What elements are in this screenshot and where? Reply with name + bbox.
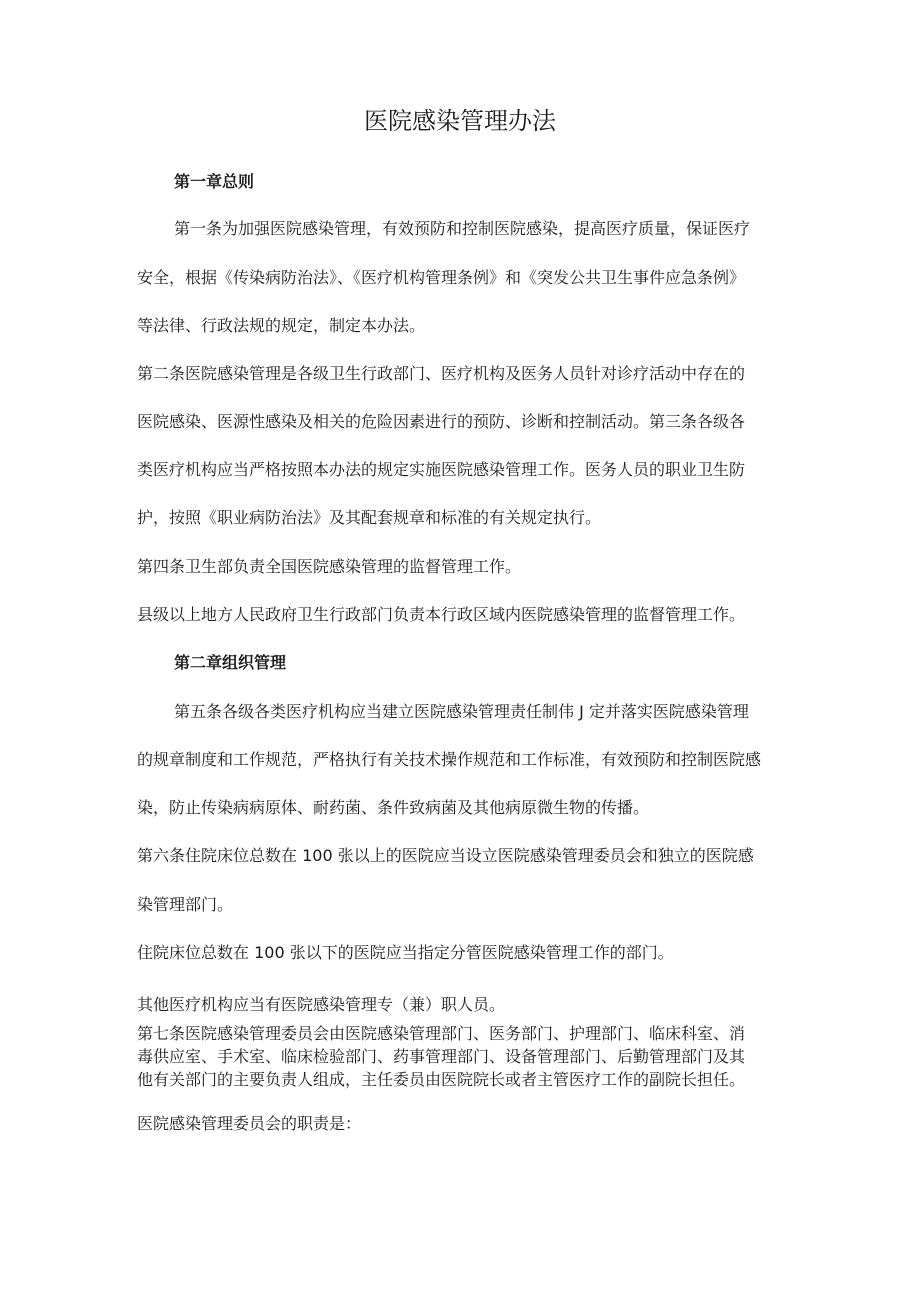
article-5-line-1: 第五条各级各类医疗机构应当建立医院感染管理责任制伟 J 定并落实医院感染管理 [174, 702, 749, 721]
document-title: 医院感染管理办法 [364, 107, 556, 135]
article-4-line-1: 第四条卫生部负责全国医院感染管理的监督管理工作。 [137, 557, 522, 576]
article-1-line-2: 安全，根据《传染病防治法》、《医疗机构管理条例》和《突发公共卫生事件应急条例》 [137, 268, 746, 287]
article-2-line-1: 第二条医院感染管理是各级卫生行政部门、医疗机构及医务人员针对诊疗活动中存在的 [137, 364, 746, 383]
article-5-line-2: 的规章制度和工作规范，严格执行有关技术操作规范和工作标准，有效预防和控制医院感 [137, 750, 762, 769]
article-7-line-4: 医院感染管理委员会的职责是： [137, 1114, 362, 1133]
article-1-line-3: 等法律、行政法规的规定，制定本办法。 [137, 316, 426, 335]
article-5-line-3: 染，防止传染病病原体、耐药菌、条件致病菌及其他病原微生物的传播。 [137, 798, 650, 817]
article-7-line-2: 毒供应室、手术室、临床检验部门、药事管理部门、设备管理部门、后勤管理部门及其 [137, 1047, 746, 1066]
article-6-line-4: 其他医疗机构应当有医院感染管理专（兼）职人员。 [137, 995, 506, 1014]
article-6-line-2: 染管理部门。 [137, 895, 234, 914]
article-7-line-1: 第七条医院感染管理委员会由医院感染管理部门、医务部门、护理部门、临床科室、消 [137, 1024, 746, 1043]
article-6-line-1: 第六条住院床位总数在 100 张以上的医院应当设立医院感染管理委员会和独立的医院感 [137, 846, 754, 865]
chapter-2-heading: 第二章组织管理 [174, 653, 287, 672]
article-7-line-3: 他有关部门的主要负责人组成，主任委员由医院院长或者主管医疗工作的副院长担任。 [137, 1070, 746, 1089]
article-2-line-2: 医院感染、医源性感染及相关的危险因素进行的预防、诊断和控制活动。第三条各级各 [137, 412, 746, 431]
article-2-line-4: 护，按照《职业病防治法》及其配套规章和标准的有关规定执行。 [137, 508, 602, 527]
article-6-line-3: 住院床位总数在 100 张以下的医院应当指定分管医院感染管理工作的部门。 [137, 943, 674, 962]
article-1-line-1: 第一条为加强医院感染管理，有效预防和控制医院感染，提高医疗质量，保证医疗 [174, 219, 751, 238]
article-2-line-3: 类医疗机构应当严格按照本办法的规定实施医院感染管理工作。医务人员的职业卫生防 [137, 460, 746, 479]
chapter-1-heading: 第一章总则 [174, 172, 255, 191]
article-4-line-2: 县级以上地方人民政府卫生行政部门负责本行政区域内医院感染管理的监督管理工作。 [137, 605, 746, 624]
